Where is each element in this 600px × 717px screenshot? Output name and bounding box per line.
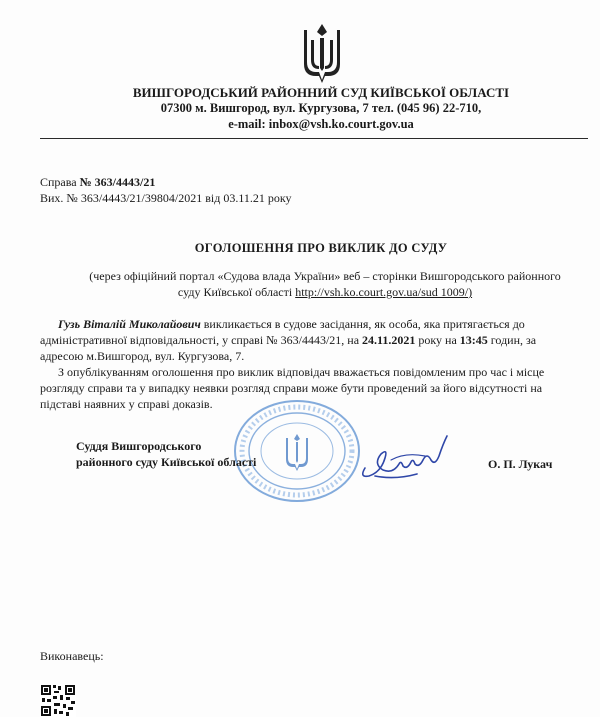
court-name: ВИШГОРОДСЬКИЙ РАЙОННИЙ СУД КИЇВСЬКОЇ ОБЛАСТІ <box>132 85 510 100</box>
publication-line-2: розгляду справи та у випадку неявки розгляд справи може бути проведений за його відсутності на <box>40 381 543 395</box>
outgoing-number: Вих. № 363/4443/21/39804/2021 від 03.11.21 року <box>40 191 292 205</box>
portal-line-2 <box>60 284 590 300</box>
header-divider <box>40 138 588 139</box>
hearing-date: 24.11.2021 <box>362 333 416 347</box>
portal-line-2-text: суду Київської області <box>177 285 296 299</box>
executor-label: Виконавець: <box>40 649 104 663</box>
judge-role-line-1: Суддя Вишгородського <box>76 439 202 453</box>
summons-line-2-a: адміністративної відповідальності, у справі № 363/4443/21, на <box>40 333 363 347</box>
person-name: Гузь Віталій Миколайович <box>58 317 201 331</box>
judge-name: О. П. Лукач <box>488 457 553 471</box>
court-email: e-mail: inbox@vsh.ko.court.gov.ua <box>228 117 414 131</box>
summons-line-1-rest: викликається в судове засідання, як особа, яка притягається до <box>200 317 525 331</box>
summons-line-2 <box>40 332 536 348</box>
court-seal-icon <box>232 398 362 504</box>
summons-line-1 <box>58 316 525 332</box>
notice-title: ОГОЛОШЕННЯ ПРО ВИКЛИК ДО СУДУ <box>194 241 448 255</box>
handwritten-signature-icon <box>355 430 450 488</box>
portal-line-1: (через офіційний портал «Судова влада України» веб – сторінки Вишгородського районного <box>89 269 561 283</box>
case-number-line <box>40 174 155 190</box>
hearing-time: 13:45 <box>459 333 488 347</box>
publication-line-1: З опублікуванням оголошення про виклик відповідач вважається повідомленим про час і місце <box>58 365 545 379</box>
case-number: № 363/4443/21 <box>79 175 156 189</box>
portal-link[interactable]: http://vsh.ko.court.gov.ua/sud 1009/) <box>295 285 473 299</box>
court-address: 07300 м. Вишгород, вул. Кургузова, 7 тел. (045 96) 22-710, <box>160 101 482 115</box>
summons-line-3: адресою м.Вишгород, вул. Кургузова, 7. <box>40 349 245 363</box>
publication-line-3: підставі наявних у справі доказів. <box>40 397 213 411</box>
case-label: Справа <box>40 175 77 189</box>
summons-line-2-b: року на <box>415 333 460 347</box>
judge-role-line-2: районного суду Київської області <box>76 455 257 469</box>
trident-icon <box>298 22 346 84</box>
summons-line-2-c: годин, за <box>487 333 537 347</box>
qr-code-icon <box>40 684 76 717</box>
